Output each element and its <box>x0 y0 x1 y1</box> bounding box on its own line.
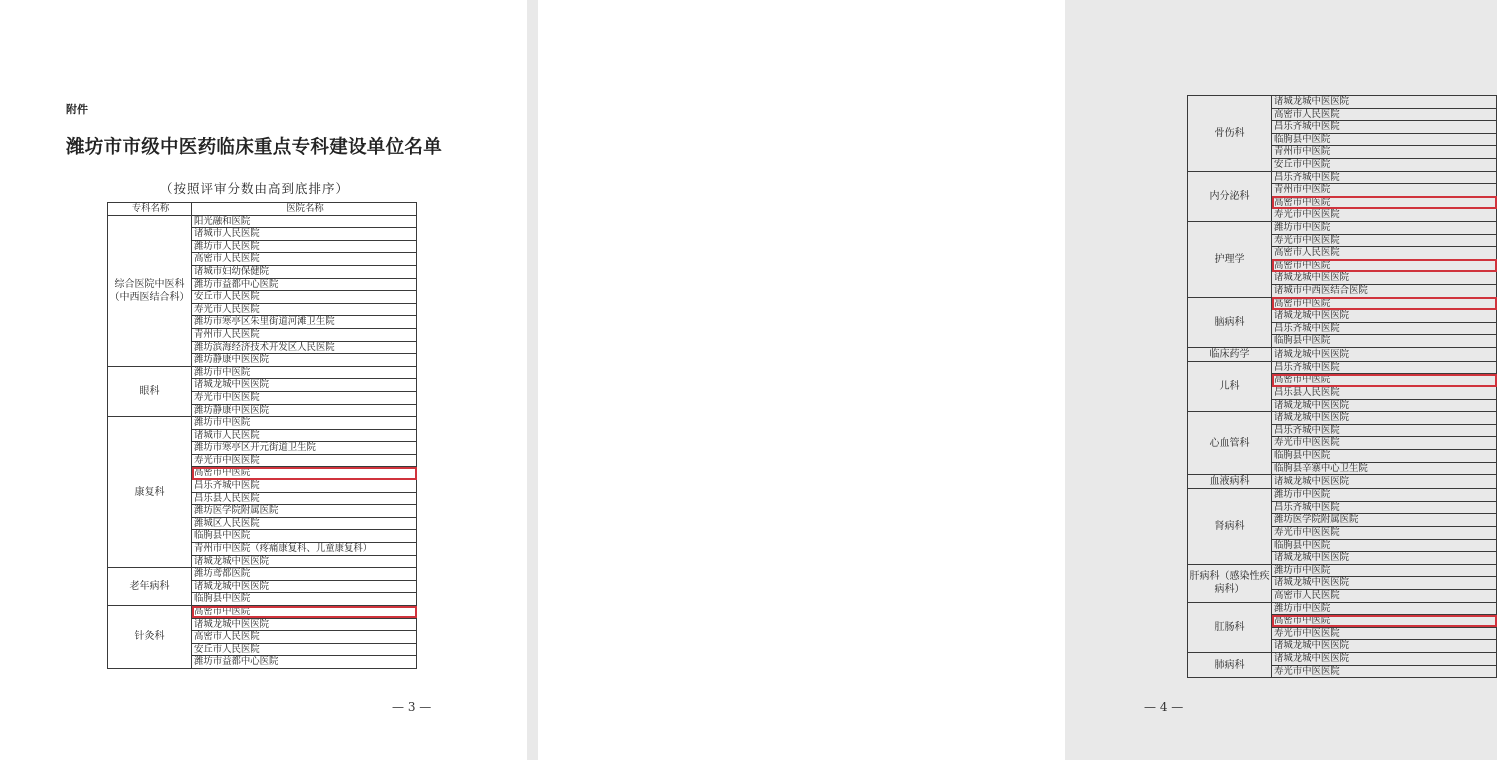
hospital-cell: 寿光市中医医院 <box>1272 527 1497 540</box>
hospital-cell: 寿光市中医医院 <box>192 454 417 467</box>
specialty-cell: 肛肠科 <box>1188 602 1272 652</box>
specialty-cell: 综合医院中医科（中西医结合科） <box>108 215 192 366</box>
hospital-cell: 昌乐齐城中医院 <box>192 480 417 493</box>
specialty-cell: 内分泌科 <box>1188 171 1272 221</box>
hospital-cell: 潍坊医学院附属医院 <box>1272 514 1497 527</box>
hospital-cell: 潍坊市寒亭区开元街道卫生院 <box>192 442 417 455</box>
hospital-cell: 诸城龙城中医医院 <box>192 555 417 568</box>
hospital-cell: 潍城区人民医院 <box>192 517 417 530</box>
hospital-cell: 潍坊市中医院 <box>192 366 417 379</box>
specialty-table-left <box>107 202 417 669</box>
hospital-cell: 高密市中医院 <box>192 467 417 480</box>
table-row <box>1188 602 1497 615</box>
document-page-left <box>0 0 527 760</box>
hospital-cell: 高密市人民医院 <box>192 631 417 644</box>
hospital-cell: 诸城龙城中医医院 <box>192 618 417 631</box>
page-number: — 3 — <box>392 700 432 714</box>
hospital-cell: 潍坊市寒亭区朱里街道河滩卫生院 <box>192 316 417 329</box>
hospital-cell: 高密市中医院 <box>1272 259 1497 272</box>
specialty-cell: 肾病科 <box>1188 489 1272 565</box>
hospital-cell: 潍坊市中医院 <box>192 417 417 430</box>
hospital-cell: 寿光市中医医院 <box>1272 665 1497 678</box>
table-row <box>1188 412 1497 425</box>
table-row <box>1188 297 1497 310</box>
specialty-cell: 针灸科 <box>108 606 192 669</box>
hospital-cell: 高密市中医院 <box>1272 374 1497 387</box>
specialty-cell: 临床药学 <box>1188 347 1272 361</box>
hospital-cell: 高密市中医院 <box>1272 297 1497 310</box>
hospital-cell: 诸城龙城中医医院 <box>192 580 417 593</box>
hospital-cell: 临朐县中医院 <box>1272 133 1497 146</box>
hospital-cell: 诸城龙城中医医院 <box>192 379 417 392</box>
hospital-cell: 寿光市人民医院 <box>192 303 417 316</box>
hospital-cell: 高密市人民医院 <box>1272 589 1497 602</box>
hospital-cell: 诸城市中西医结合医院 <box>1272 284 1497 297</box>
table-row <box>108 568 417 581</box>
document-page-right <box>538 0 1368 760</box>
hospital-cell: 青州市中医院（疼痛康复科、儿童康复科） <box>192 543 417 556</box>
specialty-cell: 骨伤科 <box>1188 96 1272 172</box>
hospital-cell: 昌乐齐城中医院 <box>1272 171 1497 184</box>
table-row <box>1188 347 1497 361</box>
specialty-cell: 儿科 <box>1188 361 1272 411</box>
hospital-cell: 高密市中医院 <box>1272 615 1497 628</box>
hospital-cell: 诸城龙城中医医院 <box>1272 272 1497 285</box>
specialty-cell: 康复科 <box>108 417 192 568</box>
hospital-cell: 临朐县中医院 <box>1272 335 1497 348</box>
hospital-cell: 高密市人民医院 <box>1272 108 1497 121</box>
hospital-cell: 临朐县中医院 <box>192 593 417 606</box>
hospital-cell: 潍坊市人民医院 <box>192 240 417 253</box>
hospital-cell: 青州市中医院 <box>1272 146 1497 159</box>
header-specialty: 专科名称 <box>108 203 192 216</box>
hospital-cell: 临朐县辛寨中心卫生院 <box>1272 462 1497 475</box>
specialty-table-right <box>1187 95 1497 678</box>
hospital-cell: 昌乐齐城中医院 <box>1272 121 1497 134</box>
hospital-cell: 诸城龙城中医医院 <box>1272 310 1497 323</box>
hospital-cell: 安丘市人民医院 <box>192 291 417 304</box>
table-row <box>1188 221 1497 234</box>
document-subtitle: （按照评审分数由高到底排序） <box>160 181 350 196</box>
hospital-cell: 潍坊滨海经济技术开发区人民医院 <box>192 341 417 354</box>
table-row <box>108 366 417 379</box>
hospital-cell: 诸城龙城中医医院 <box>1272 412 1497 425</box>
specialty-cell: 肝病科（感染性疾病科） <box>1188 564 1272 602</box>
hospital-cell: 潍坊市益都中心医院 <box>192 278 417 291</box>
table-row <box>108 417 417 430</box>
hospital-cell: 临朐县中医院 <box>192 530 417 543</box>
hospital-cell: 潍坊静康中医医院 <box>192 354 417 367</box>
table-row <box>1188 475 1497 489</box>
hospital-cell: 高密市中医院 <box>192 606 417 619</box>
specialty-cell: 心血管科 <box>1188 412 1272 475</box>
hospital-cell: 寿光市中医医院 <box>1272 234 1497 247</box>
hospital-cell: 潍坊静康中医医院 <box>192 404 417 417</box>
hospital-cell: 临朐县中医院 <box>1272 539 1497 552</box>
hospital-cell: 高密市人民医院 <box>192 253 417 266</box>
table-row <box>108 215 417 228</box>
specialty-cell: 肺病科 <box>1188 652 1272 677</box>
hospital-cell: 临朐县中医院 <box>1272 450 1497 463</box>
hospital-cell: 诸城市人民医院 <box>192 228 417 241</box>
specialty-cell: 血液病科 <box>1188 475 1272 489</box>
specialty-cell: 眼科 <box>108 366 192 416</box>
hospital-cell: 阳光融和医院 <box>192 215 417 228</box>
hospital-cell: 寿光市中医医院 <box>1272 437 1497 450</box>
hospital-cell: 安丘市人民医院 <box>192 643 417 656</box>
table-row <box>1188 564 1497 577</box>
hospital-cell: 诸城龙城中医医院 <box>1272 475 1497 489</box>
hospital-cell: 诸城龙城中医医院 <box>1272 640 1497 653</box>
hospital-cell: 潍坊市中医院 <box>1272 489 1497 502</box>
attachment-label: 附件 <box>66 103 88 116</box>
specialty-cell: 脑病科 <box>1188 297 1272 347</box>
hospital-cell: 昌乐齐城中医院 <box>1272 361 1497 374</box>
hospital-cell: 寿光市中医医院 <box>1272 209 1497 222</box>
hospital-cell: 诸城市妇幼保健院 <box>192 265 417 278</box>
hospital-cell: 寿光市中医医院 <box>192 391 417 404</box>
hospital-cell: 诸城龙城中医医院 <box>1272 96 1497 109</box>
specialty-cell: 护理学 <box>1188 221 1272 297</box>
document-title: 潍坊市市级中医药临床重点专科建设单位名单 <box>66 137 443 158</box>
hospital-cell: 潍坊鸢都医院 <box>192 568 417 581</box>
hospital-cell: 潍坊市中医院 <box>1272 221 1497 234</box>
table-row <box>108 606 417 619</box>
hospital-cell: 诸城龙城中医医院 <box>1272 347 1497 361</box>
hospital-cell: 青州市人民医院 <box>192 328 417 341</box>
hospital-cell: 寿光市中医医院 <box>1272 627 1497 640</box>
hospital-cell: 昌乐齐城中医院 <box>1272 322 1497 335</box>
hospital-cell: 安丘市中医院 <box>1272 158 1497 171</box>
table-row <box>1188 171 1497 184</box>
hospital-cell: 诸城龙城中医医院 <box>1272 577 1497 590</box>
hospital-cell: 昌乐县人民医院 <box>1272 387 1497 400</box>
page-number: — 4 — <box>1144 700 1184 714</box>
hospital-cell: 诸城市人民医院 <box>192 429 417 442</box>
hospital-cell: 潍坊市中医院 <box>1272 602 1497 615</box>
table-header-row <box>108 203 417 216</box>
hospital-cell: 诸城龙城中医医院 <box>1272 552 1497 565</box>
specialty-cell: 老年病科 <box>108 568 192 606</box>
hospital-cell: 潍坊医学院附属医院 <box>192 505 417 518</box>
table-row <box>1188 489 1497 502</box>
hospital-cell: 昌乐齐城中医院 <box>1272 501 1497 514</box>
hospital-cell: 潍坊市益都中心医院 <box>192 656 417 669</box>
hospital-cell: 昌乐齐城中医院 <box>1272 424 1497 437</box>
hospital-cell: 高密市人民医院 <box>1272 247 1497 260</box>
hospital-cell: 诸城龙城中医医院 <box>1272 652 1497 665</box>
table-row <box>1188 96 1497 109</box>
table-row <box>1188 361 1497 374</box>
hospital-cell: 昌乐县人民医院 <box>192 492 417 505</box>
hospital-cell: 青州市中医院 <box>1272 184 1497 197</box>
hospital-cell: 诸城龙城中医医院 <box>1272 399 1497 412</box>
table-row <box>1188 652 1497 665</box>
header-hospital: 医院名称 <box>192 203 417 216</box>
hospital-cell: 潍坊市中医院 <box>1272 564 1497 577</box>
hospital-cell: 高密市中医院 <box>1272 196 1497 209</box>
